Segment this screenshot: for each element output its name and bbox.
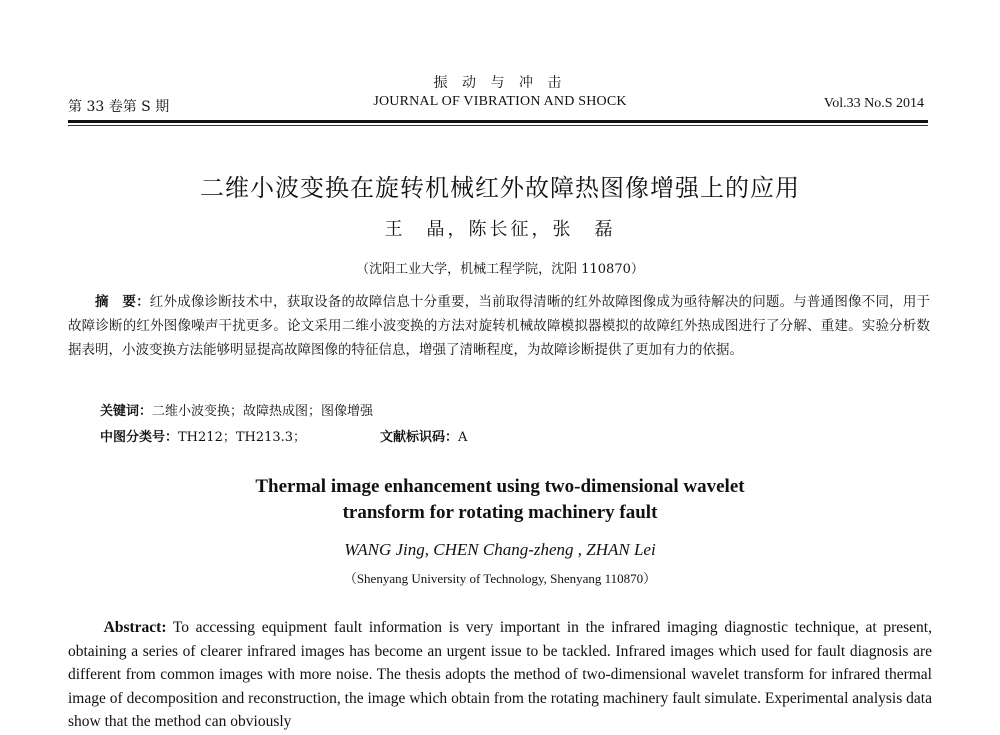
volume-issue-cn: 第 33 卷第 S 期 [68,99,170,115]
journal-name-en: JOURNAL OF VIBRATION AND SHOCK [373,94,627,109]
abstract-en [68,616,932,734]
abstract-text-cn: 红外成像诊断技术中，获取设备的故障信息十分重要，当前取得清晰的红外故障图像成为亟待解决的问题。与普通图像不同，用于故障诊断的红外图像噪声干扰更多。论文采用二维小波变换的方法对旋转机械故障模拟器模拟的故障红外热成图进行了分解、重建。实验分析数据表明，小波变换方法能够明显提高故障图像的特征信息，增强了清晰程度，为故障诊断提供了更加有力的依据。 [68,294,931,358]
header-rule-thin [68,125,928,126]
paper-title-cn: 二维小波变换在旋转机械红外故障热图像增强上的应用 [200,174,800,202]
authors-en: WANG Jing, CHEN Chang-zheng , ZHAN Lei [344,540,656,559]
clc-number [100,426,306,445]
affiliation-cn: （沈阳工业大学，机械工程学院，沈阳 110870） [356,262,644,277]
keywords-label-cn: 关键词： [100,404,153,419]
volume-issue-en: Vol.33 No.S 2014 [823,96,924,111]
paper-title-en [0,474,1000,526]
document-code-label: 文献标识码： [380,430,459,445]
abstract-text-en: To accessing equipment fault information is very important in the infrared imaging diagnostic technique, at present, obtaining a series of clearer infrared images has become an urgent issue to be tackled. Infrared images which used for fault diagnosis are different from common images with more noise. The thesis adopts the method of two-dimensional wavelet transform for infrared thermal image of decomposition and reconstruction, the image which obtain from the rotating machinery fault simulate. Experimental analysis data show that the method can obviously [68,619,932,730]
clc-value: TH212；TH213.3； [178,430,307,445]
title-line-2: transform for rotating machinery fault [342,502,658,523]
header-rule-thick [68,120,928,123]
authors-cn: 王 晶，陈长征，张 磊 [384,219,616,240]
affiliation-en: （Shenyang University of Technology, Shenyang 110870） [343,571,657,586]
abstract-cn [68,290,930,362]
document-code-value: A [458,430,468,445]
abstract-label-cn: 摘 要： [95,294,150,310]
keywords-text-cn: 二维小波变换；故障热成图；图像增强 [152,404,374,419]
clc-label: 中图分类号： [100,430,179,445]
document-code [380,426,467,445]
abstract-label-en: Abstract: [103,619,167,636]
title-line-1: Thermal image enhancement using two-dimensional wavelet [255,476,745,497]
keywords-cn [100,400,373,419]
journal-name-cn: 振 动 与 冲 击 [433,75,567,91]
